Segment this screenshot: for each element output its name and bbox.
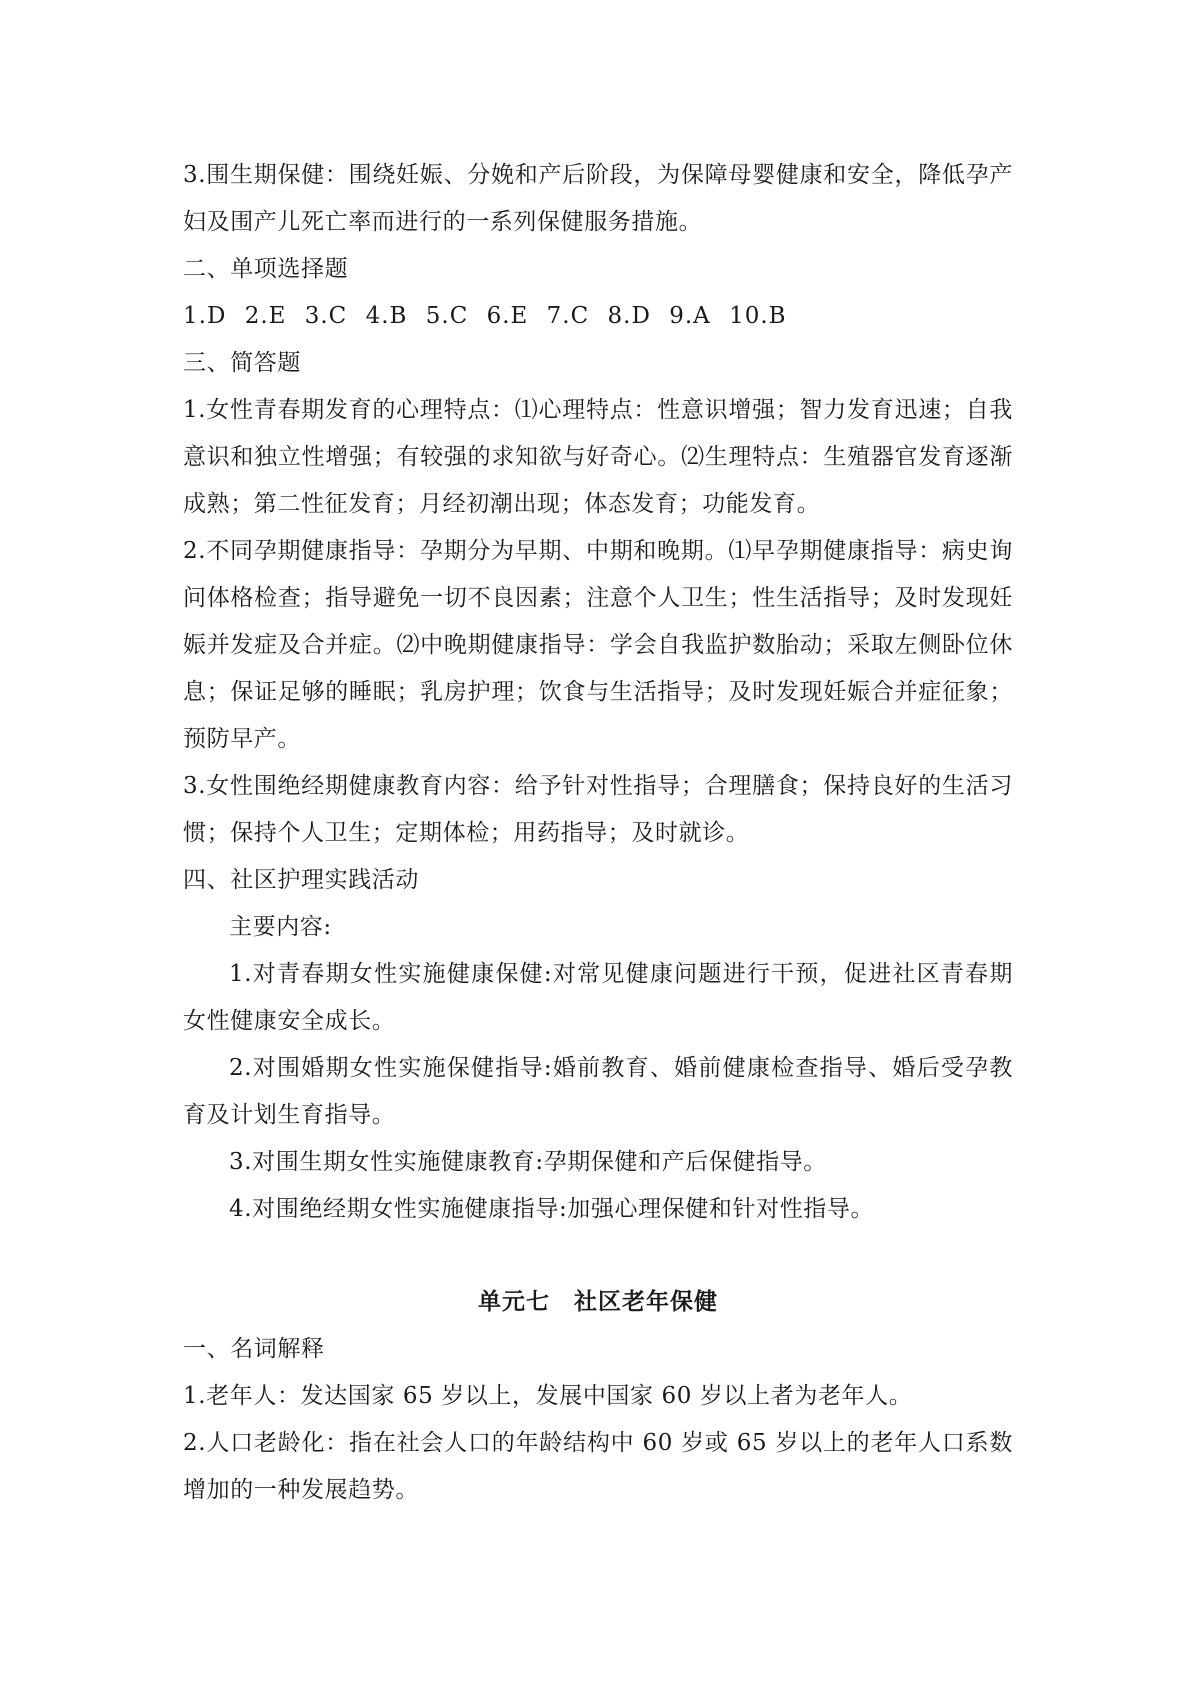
practice-item-3: 3.对围生期女性实施健康教育:孕期保健和产后保健指导。	[229, 1149, 827, 1175]
document-page	[183, 152, 1013, 1514]
practice-main-content-label: 主要内容:	[229, 914, 332, 940]
term-population-aging: 2.人口老龄化：指在社会人口的年龄结构中 60 岁或 65 岁以上的老年人口系数增加的一种发展趋势。	[183, 1430, 1013, 1503]
short-answer-1: 1.女性青春期发育的心理特点：⑴心理特点：性意识增强；智力发育迅速；自我意识和独立性增强；有较强的求知欲与好奇心。⑵生理特点：生殖器官发育逐渐成熟；第二性征发育；月经初潮出现；体态发育；功能发育。	[183, 397, 1013, 517]
practice-item-2: 2.对围婚期女性实施保健指导:婚前教育、婚前健康检查指导、婚后受孕教育及计划生育指导。	[183, 1055, 1013, 1128]
short-answer-2: 2.不同孕期健康指导：孕期分为早期、中期和晚期。⑴早孕期健康指导：病史询问体格检查；指导避免一切不良因素；注意个人卫生；性生活指导；及时发现妊娠并发症及合并症。⑵中晚期健康指导：学会自我监护数胎动；采取左侧卧位休息；保证足够的睡眠；乳房护理；饮食与生活指导；及时发现妊娠合并症征象；预防早产。	[183, 538, 1013, 752]
practice-item-4: 4.对围绝经期女性实施健康指导:加强心理保健和针对性指导。	[229, 1196, 875, 1222]
section-heading-practice: 四、社区护理实践活动	[183, 867, 419, 893]
term-perinatal-care: 3.围生期保健：围绕妊娠、分娩和产后阶段，为保障母婴健康和安全，降低孕产妇及围产儿死亡率而进行的一系列保健服务措施。	[183, 162, 1013, 235]
section-heading-single-choice: 二、单项选择题	[183, 256, 349, 282]
short-answer-3: 3.女性围绝经期健康教育内容：给予针对性指导；合理膳食；保持良好的生活习惯；保持个人卫生；定期体检；用药指导；及时就诊。	[183, 773, 1013, 846]
term-elderly: 1.老年人：发达国家 65 岁以上，发展中国家 60 岁以上者为老年人。	[183, 1383, 913, 1409]
practice-item-1: 1.对青春期女性实施健康保健:对常见健康问题进行干预，促进社区青春期女性健康安全成长。	[183, 961, 1013, 1034]
unit-title: 单元七 社区老年保健	[478, 1289, 718, 1315]
answer-key: 1.D 2.E 3.C 4.B 5.C 6.E 7.C 8.D 9.A 10.B	[183, 303, 787, 329]
section-heading-short-answer: 三、简答题	[183, 350, 301, 376]
section-heading-terms: 一、名词解释	[183, 1336, 325, 1362]
